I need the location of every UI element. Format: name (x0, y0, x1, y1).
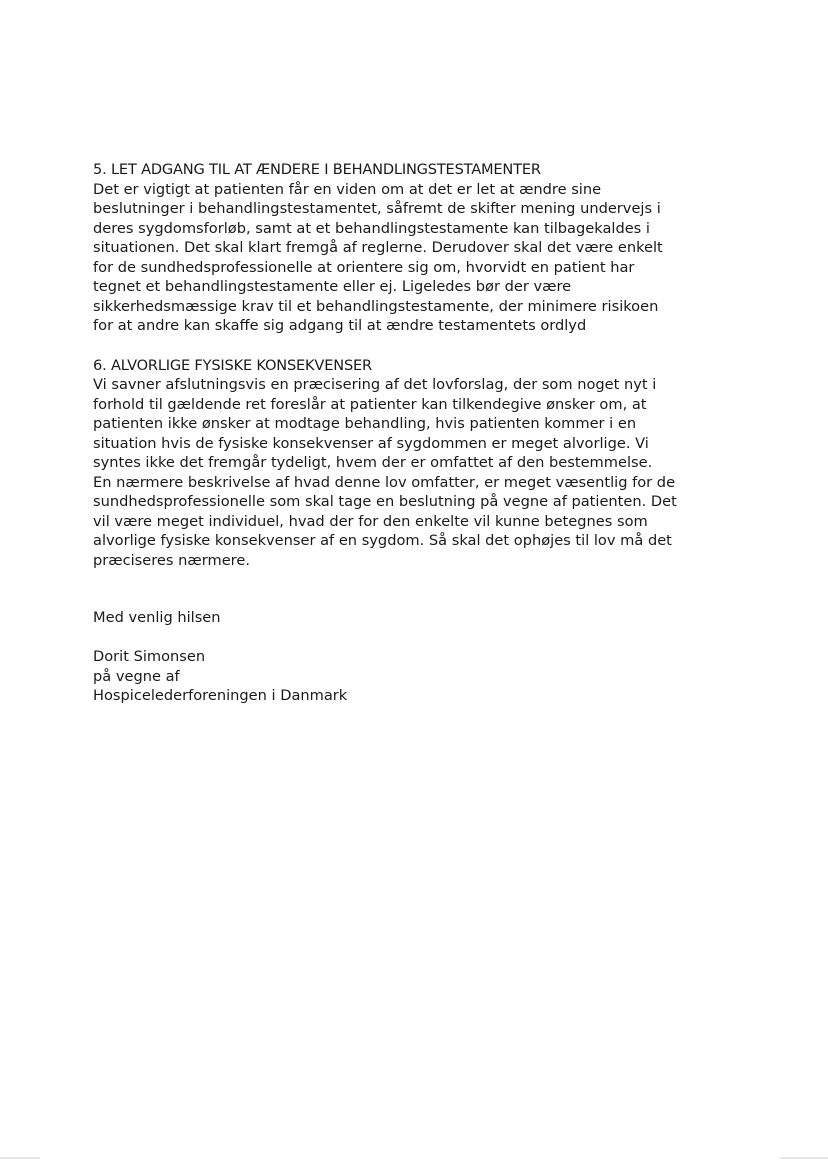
organization-name: Hospicelederforeningen i Danmark (93, 687, 348, 704)
paragraph-line: for at andre kan skaffe sig adgang til at ændre testamentets ordlyd (93, 317, 587, 334)
paragraph-line: sundhedsprofessionelle som skal tage en beslutning på vegne af patienten. Det (93, 493, 677, 510)
paragraph-line: Det er vigtigt at patienten får en viden om at det er let at ændre sine (93, 180, 602, 198)
paragraph-line: En nærmere beskrivelse af hvad denne lov omfatter, er meget væsentlig for de (93, 473, 676, 491)
paragraph-line: deres sygdomsforløb, samt at et behandlingstestamente kan tilbagekaldes i (93, 219, 650, 237)
paragraph-line: beslutninger i behandlingstestamentet, såfremt de skifter mening undervejs i (93, 200, 661, 217)
section-5 (93, 160, 753, 336)
section-heading: 6. ALVORLIGE FYSISKE KONSEKVENSER (93, 356, 372, 374)
paragraph-line: patienten ikke ønsker at modtage behandling, hvis patienten kommer i en (93, 415, 637, 432)
scan-edge-mark (0, 1157, 40, 1159)
signer-name: Dorit Simonsen (93, 648, 206, 665)
document-page (93, 160, 753, 706)
paragraph-line: forhold til gældende ret foreslår at patienter kan tilkendegive ønsker om, at (93, 395, 647, 413)
paragraph-line: alvorlige fysiske konsekvenser af en sygdom. Så skal det ophøjes til lov må det (93, 532, 672, 549)
paragraph-line: præciseres nærmere. (93, 551, 250, 569)
closing-greeting: Med venlig hilsen (93, 609, 221, 626)
paragraph-line: tegnet et behandlingstestamente eller ej. Ligeledes bør der være (93, 278, 572, 295)
paragraph-line: situationen. Det skal klart fremgå af reglerne. Derudover skal det være enkelt (93, 239, 663, 256)
section-heading: 5. LET ADGANG TIL AT ÆNDERE I BEHANDLINGSTESTAMENTER (93, 161, 541, 178)
paragraph-line: Vi savner afslutningsvis en præcisering af det lovforslag, der som noget nyt i (93, 376, 657, 393)
letter-closing (93, 608, 753, 706)
section-6 (93, 356, 753, 571)
paragraph-line: syntes ikke det fremgår tydeligt, hvem der er omfattet af den bestemmelse. (93, 454, 653, 471)
scan-edge-mark (780, 1157, 828, 1159)
paragraph-line: situation hvis de fysiske konsekvenser af sygdommen er meget alvorlige. Vi (93, 434, 649, 452)
on-behalf-of: på vegne af (93, 667, 180, 685)
paragraph-line: for de sundhedsprofessionelle at orientere sig om, hvorvidt en patient har (93, 258, 635, 276)
signature-block (93, 647, 753, 706)
paragraph-line: vil være meget individuel, hvad der for den enkelte vil kunne betegnes som (93, 512, 648, 530)
paragraph-line: sikkerhedsmæssige krav til et behandlingstestamente, der minimere risikoen (93, 297, 659, 315)
